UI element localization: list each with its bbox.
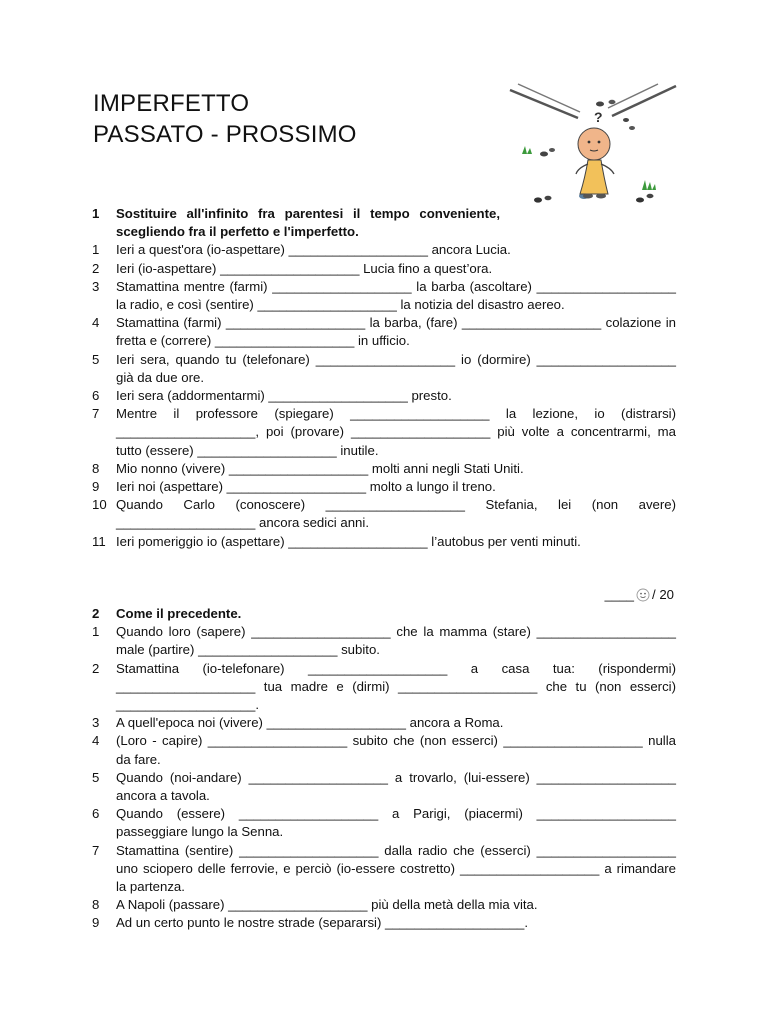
item-number: 5 [92,769,100,785]
exercise-item [92,896,676,914]
exercise-item [92,351,676,387]
exercise-item [92,478,676,496]
item-number: 7 [92,842,100,858]
exercise-item [92,714,676,732]
exercise-item [92,387,676,405]
exercise-number: 1 [92,206,100,221]
item-number: 8 [92,460,100,476]
exercise-item [92,278,676,314]
exercise-number: 2 [92,606,100,621]
exercise-1-instruction [92,205,676,241]
exercise-item [92,660,676,715]
score-blank: ____ [604,587,634,602]
item-number: 6 [92,806,100,822]
svg-text:?: ? [594,109,603,125]
item-text: Mentre il professore (spiegare) ___________________ la lezione, io (distrarsi) ___________________, poi (provare) ___________________ più volte a concentrarmi, ma tutto (essere) ___________________ inutile. [116,406,676,458]
item-number: 6 [92,388,100,404]
smiley-icon [636,588,650,602]
exercise-item [92,241,676,259]
item-text: A Napoli (passare) ___________________ più della metà della mia vita. [116,897,538,913]
item-text: (Loro - capire) ___________________ subito che (non esserci) ___________________ nulla da fare. [116,733,676,767]
instruction-text: Sostituire all'infinito fra parentesi il tempo conveniente, scegliendo fra il perfetto e l'imperfetto. [116,206,500,240]
thinking-child-illustration [508,82,680,212]
item-number: 5 [92,351,100,367]
item-number: 1 [92,624,100,640]
instruction-text: Come il precedente. [116,606,242,621]
item-number: 9 [92,479,100,495]
item-number: 3 [92,278,100,294]
exercise-item [92,914,676,932]
exercise-item [92,732,676,768]
item-number: 9 [92,915,100,931]
item-text: Ieri sera, quando tu (telefonare) ___________________ io (dormire) ___________________ già da due ore. [116,351,676,385]
title-line-1: IMPERFETTO [93,90,250,117]
item-number: 2 [92,260,100,276]
exercise-item [92,623,676,659]
exercise-item [92,769,676,805]
item-number: 8 [92,897,100,913]
item-text: Mio nonno (vivere) ___________________ molti anni negli Stati Uniti. [116,460,524,476]
score-box [605,586,674,604]
exercise-item [92,460,676,478]
title-line-2: PASSATO - PROSSIMO [93,121,357,148]
page-title [93,88,357,150]
exercise-1 [92,205,676,551]
item-number: 4 [92,315,100,331]
item-text: Ieri sera (addormentarmi) ___________________ presto. [116,388,452,404]
item-text: Stamattina (io-telefonare) ___________________ a casa tua: (rispondermi) ___________________ tua madre e (dirmi) ___________________ che tu (non esserci) ___________________. [116,660,676,713]
item-number: 11 [92,533,106,549]
item-text: Ieri a quest'ora (io-aspettare) ___________________ ancora Lucia. [116,242,511,258]
exercise-2-instruction [92,605,676,623]
item-number: 1 [92,242,100,258]
item-number: 4 [92,733,100,749]
exercise-item [92,314,676,350]
item-number: 3 [92,715,100,731]
exercise-item [92,533,676,551]
item-text: Stamattina (sentire) ___________________ dalla radio che (esserci) ___________________ uno sciopero delle ferrovie, e perciò (io-essere costretto) ___________________ a rimandare la partenza. [116,842,676,895]
item-text: Ieri noi (aspettare) ___________________ molto a lungo il treno. [116,479,496,495]
item-text: Quando (noi-andare) ___________________ a trovarlo, (lui-essere) ___________________ ancora a tavola. [116,769,676,804]
score-total: / 20 [652,587,674,602]
item-text: Ieri (io-aspettare) ___________________ Lucia fino a quest’ora. [116,260,493,276]
item-text: Stamattina mentre (farmi) ___________________ la barba (ascoltare) ___________________ la radio, e così (sentire) ___________________ la notizia del disastro aereo. [116,278,676,313]
item-text: Quando Carlo (conoscere) ___________________ Stefania, lei (non avere) ___________________ ancora sedici anni. [116,497,676,531]
item-number: 10 [92,497,107,513]
exercise-item [92,405,676,460]
item-number: 7 [92,406,100,422]
item-text: Ieri pomeriggio io (aspettare) ___________________ l’autobus per venti minuti. [116,533,581,549]
item-text: Stamattina (farmi) ___________________ la barba, (fare) ___________________ colazione in fretta e (correre) ___________________ in ufficio. [116,315,676,349]
exercise-item [92,260,676,278]
item-number: 2 [92,660,100,676]
exercise-item [92,496,676,532]
exercise-2 [92,605,676,933]
exercise-item [92,805,676,841]
exercise-item [92,842,676,897]
item-text: A quell'epoca noi (vivere) ___________________ ancora a Roma. [116,715,504,731]
item-text: Quando loro (sapere) ___________________ che la mamma (stare) ___________________ male (partire) ___________________ subito. [116,624,676,658]
item-text: Ad un certo punto le nostre strade (separarsi) ___________________. [116,915,529,931]
item-text: Quando (essere) ___________________ a Parigi, (piacermi) ___________________ passeggiare lungo la Senna. [116,806,676,840]
